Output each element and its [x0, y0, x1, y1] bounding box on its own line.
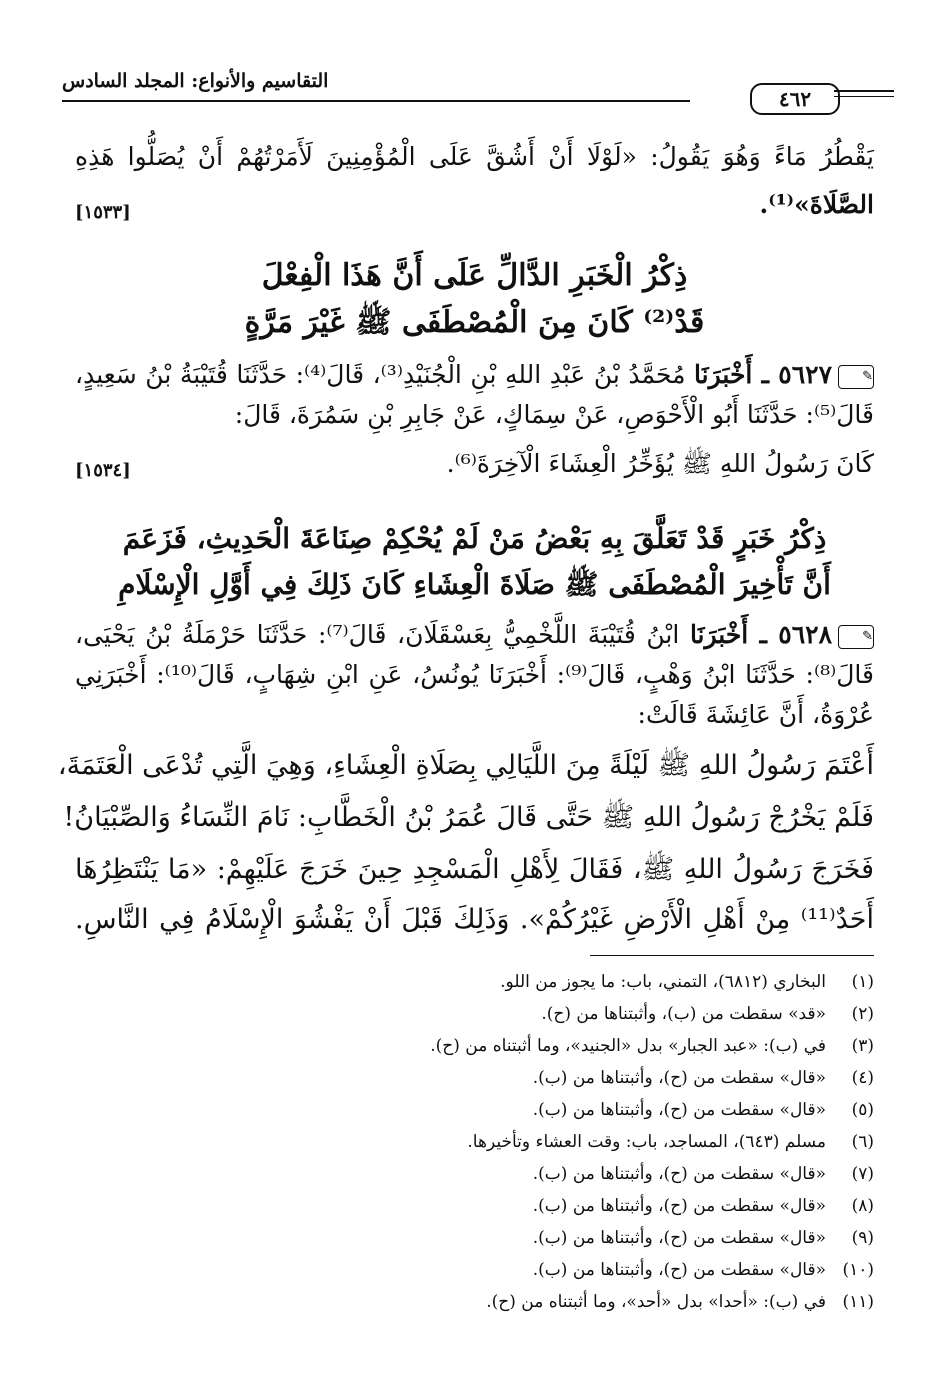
footnote: (٣)في (ب): «عبد الجبار» بدل «الجنيد»، وما أثبتناه من (ح).: [430, 1036, 874, 1056]
section-title: قَدْ⁽²⁾ كَانَ مِنَ الْمُصْطَفَى ﷺ غَيْرَ مَرَّةٍ: [244, 305, 705, 340]
matn-line: أَعْتَمَ رَسُولُ اللهِ ﷺ لَيْلَةً مِنَ اللَّيَالِي بِصَلَاةِ الْعِشَاءِ، وَهِيَ الَّتِي تُدْعَى الْعَتَمَةَ،: [57, 750, 874, 781]
page-header: [62, 70, 862, 120]
footnote: (٨)«قال» سقطت من (ح)، وأثبتناها من (ب).: [532, 1196, 874, 1216]
footnote: (١٠)«قال» سقطت من (ح)، وأثبتناها من (ب).: [532, 1260, 874, 1280]
hadith-line: عُرْوَةُ، أَنَّ عَائِشَةَ قَالَتْ:: [637, 700, 874, 729]
page-number: ٤٦٢: [750, 83, 840, 115]
hadith-ref: [١٥٣٣]: [75, 202, 131, 223]
hadith-text: مُحَمَّدُ بْنُ عَبْدِ اللهِ بْنِ الْجُنَيْدِ⁽³⁾، قَالَ⁽⁴⁾: حَدَّثَنَا قُتَيْبَةُ بْنُ سَعِيدٍ،: [75, 360, 686, 389]
hadith-ref: [١٥٣٤]: [75, 460, 131, 481]
hadith-matn: كَانَ رَسُولُ اللهِ ﷺ يُؤَخِّرُ الْعِشَاءَ الْآخِرَةَ⁽⁶⁾.: [446, 449, 874, 478]
footnote: (١)البخاري (٦٨١٢)، التمني، باب: ما يجوز من اللو.: [500, 972, 874, 992]
footnote: (١١)في (ب): «أحدا» بدل «أحد»، وما أثبتناه من (ح).: [486, 1292, 874, 1312]
running-title: التقاسيم والأنواع: المجلد السادس: [62, 70, 329, 92]
footnote-separator: [590, 955, 874, 956]
text-line: يَقْطُرُ مَاءً وَهُوَ يَقُولُ: «لَوْلَا أَنْ أَشُقَّ عَلَى الْمُؤْمِنِينَ لَأَمَرْتُهُمْ أَنْ يُصَلُّوا هَذِهِ: [75, 142, 874, 171]
section-title: ذِكْرُ الْخَبَرِ الدَّالِّ عَلَى أَنَّ هَذَا الْفِعْلَ: [261, 258, 688, 293]
section-title: ذِكْرُ خَبَرٍ قَدْ تَعَلَّقَ بِهِ بَعْضُ مَنْ لَمْ يُحْكِمْ صِنَاعَةَ الْحَدِيثِ، فَزَعَمَ: [122, 522, 827, 555]
hadith-line: قَالَ⁽⁸⁾: حَدَّثَنَا ابْنُ وَهْبٍ، قَالَ⁽⁹⁾: أَخْبَرَنَا يُونُسُ، عَنِ ابْنِ شِهَابٍ، قَالَ⁽¹⁰⁾: أَخْبَرَنِي: [75, 660, 874, 689]
header-rule-right: [834, 90, 894, 92]
hadith-line: [75, 620, 874, 649]
footnote: (٩)«قال» سقطت من (ح)، وأثبتناها من (ب).: [532, 1228, 874, 1248]
matn-line: فَخَرَجَ رَسُولُ اللهِ ﷺ، فَقَالَ لِأَهْلِ الْمَسْجِدِ حِينَ خَرَجَ عَلَيْهِمْ: «مَا يَنْتَظِرُهَا: [75, 854, 874, 885]
hadith-number: ٥٦٢٧ ـ أَخْبَرَنَا: [694, 360, 832, 389]
matn-line: فَلَمْ يَخْرُجْ رَسُولُ اللهِ ﷺ حَتَّى قَالَ عُمَرُ بْنُ الْخَطَّابِ: نَامَ النِّسَاءُ وَالصِّبْيَانُ!: [63, 802, 874, 833]
hadith-line: [75, 360, 874, 389]
header-rule: [62, 100, 690, 102]
footnote: (٧)«قال» سقطت من (ح)، وأثبتناها من (ب).: [532, 1164, 874, 1184]
hadith-text: ابْنُ قُتَيْبَةَ اللَّخْمِيُّ بِعَسْقَلَانَ، قَالَ⁽⁷⁾: حَدَّثَنَا حَرْمَلَةُ بْنُ يَحْيَى،: [75, 620, 680, 649]
footnote: (٦)مسلم (٦٤٣)، المساجد، باب: وقت العشاء وتأخيرها.: [467, 1132, 874, 1152]
hadith-number: ٥٦٢٨ ـ أَخْبَرَنَا: [689, 620, 833, 649]
footnote: (٢)«قد» سقطت من (ب)، وأثبتناها من (ح).: [541, 1004, 874, 1024]
hadith-line: قَالَ⁽⁵⁾: حَدَّثَنَا أَبُو الْأَحْوَصِ، عَنْ سِمَاكٍ، عَنْ جَابِرِ بْنِ سَمُرَةَ، قَالَ:: [234, 400, 874, 429]
section-title: أَنَّ تَأْخِيرَ الْمُصْطَفَى ﷺ صَلَاةَ الْعِشَاءِ كَانَ ذَلِكَ فِي أَوَّلِ الْإِسْلَامِ: [118, 568, 831, 601]
footnote: (٥)«قال» سقطت من (ح)، وأثبتناها من (ب).: [532, 1100, 874, 1120]
matn-line: أَحَدٌ⁽¹¹⁾ مِنْ أَهْلِ الْأَرْضِ غَيْرُكُمْ». وَذَلِكَ قَبْلَ أَنْ يَفْشُوَ الْإِسْلَامُ فِي النَّاسِ.: [75, 904, 874, 935]
hadith-marker-icon: ✎: [838, 625, 874, 649]
header-rule-right-thin: [834, 96, 894, 97]
footnote: (٤)«قال» سقطت من (ح)، وأثبتناها من (ب).: [532, 1068, 874, 1088]
hadith-marker-icon: ✎: [838, 365, 874, 389]
text-line: الصَّلَاةَ»⁽¹⁾.: [759, 190, 874, 219]
